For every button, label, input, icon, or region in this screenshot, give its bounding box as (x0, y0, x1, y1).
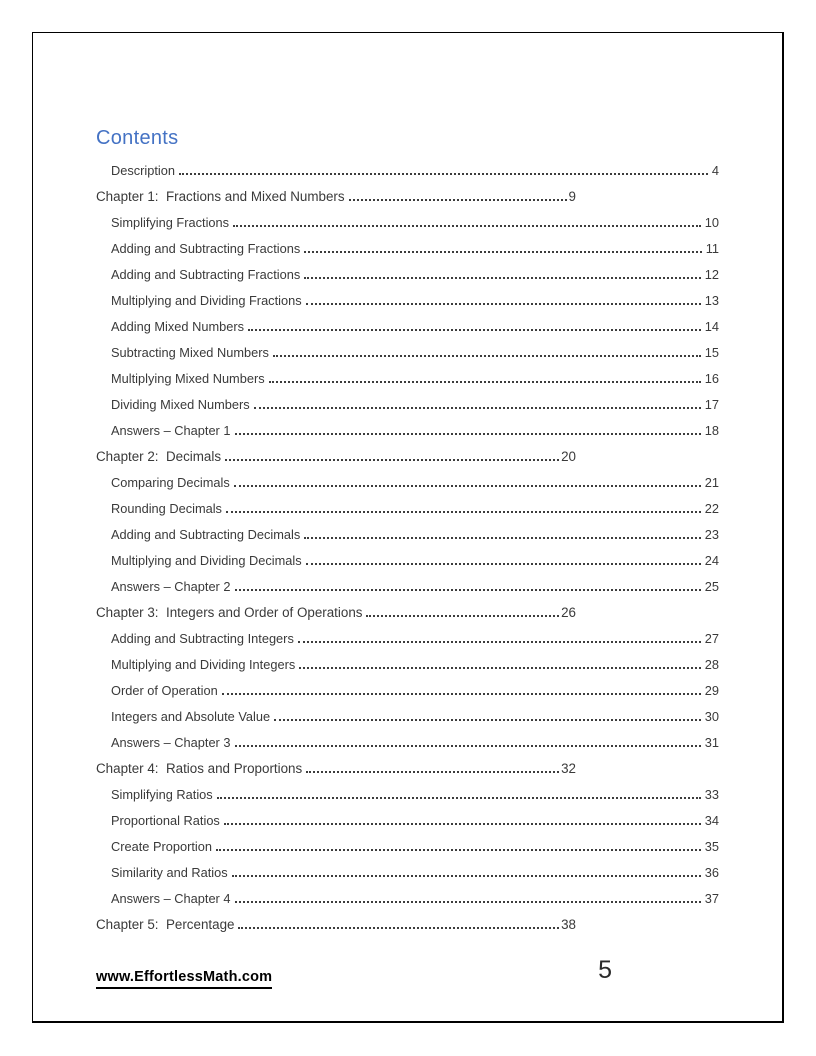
dotted-leader (269, 381, 701, 383)
dotted-leader (226, 511, 701, 513)
dotted-leader (304, 251, 701, 253)
toc-entry-page: 14 (704, 318, 719, 334)
toc-entry-page: 32 (561, 760, 576, 776)
dotted-leader (235, 433, 701, 435)
toc-entry-label: Adding and Subtracting Fractions (111, 266, 301, 282)
dotted-leader (235, 901, 701, 903)
contents-heading: Contents (96, 127, 179, 149)
toc-entry-page: 10 (704, 214, 719, 230)
toc-entry-row[interactable] (111, 339, 719, 365)
toc-entry-page: 28 (704, 656, 719, 672)
toc-entry-page: 9 (568, 188, 576, 204)
dotted-leader (233, 225, 701, 227)
toc-entry-label: Answers – Chapter 4 (111, 890, 231, 906)
toc-entry-row[interactable] (111, 729, 719, 755)
dotted-leader (299, 667, 701, 669)
toc-entry-page: 13 (704, 292, 719, 308)
toc-entry-label: Multiplying and Dividing Integers (111, 656, 296, 672)
toc-entry-row[interactable] (111, 833, 719, 859)
dotted-leader (306, 771, 559, 773)
toc-entry-label: Adding and Subtracting Fractions (111, 240, 301, 256)
toc-entry-row[interactable] (111, 261, 719, 287)
page-footer (96, 953, 716, 993)
toc-chapter-row[interactable] (96, 183, 576, 209)
dotted-leader (254, 407, 701, 409)
toc-entry-page: 23 (704, 526, 719, 542)
toc-entry-page: 20 (561, 448, 576, 464)
toc-entry-label: Chapter 5: Percentage (96, 916, 235, 932)
toc-entry-row[interactable] (111, 287, 719, 313)
toc-entry-row[interactable] (111, 469, 719, 495)
toc-entry-row[interactable] (111, 859, 719, 885)
toc-entry-page: 22 (704, 500, 719, 516)
toc-entry-label: Answers – Chapter 2 (111, 578, 231, 594)
toc-entry-row[interactable] (111, 157, 719, 183)
dotted-leader (217, 797, 701, 799)
toc-chapter-row[interactable] (96, 755, 576, 781)
toc-entry-label: Order of Operation (111, 682, 218, 698)
toc-entry-page: 29 (704, 682, 719, 698)
page-content (96, 125, 719, 937)
dotted-leader (298, 641, 701, 643)
toc-entry-page: 4 (711, 162, 719, 178)
toc-entry-label: Subtracting Mixed Numbers (111, 344, 269, 360)
toc-entry-row[interactable] (111, 651, 719, 677)
toc-entry-row[interactable] (111, 703, 719, 729)
toc-entry-page: 15 (704, 344, 719, 360)
toc-entry-row[interactable] (111, 365, 719, 391)
table-of-contents (96, 157, 719, 937)
toc-entry-row[interactable] (111, 885, 719, 911)
toc-entry-label: Integers and Absolute Value (111, 708, 271, 724)
toc-chapter-row[interactable] (96, 599, 576, 625)
page-border-frame (32, 32, 784, 1023)
toc-entry-page: 27 (704, 630, 719, 646)
dotted-leader (216, 849, 701, 851)
toc-entry-page: 30 (704, 708, 719, 724)
toc-entry-row[interactable] (111, 313, 719, 339)
toc-entry-row[interactable] (111, 781, 719, 807)
toc-entry-label: Simplifying Ratios (111, 786, 213, 802)
toc-entry-label: Chapter 1: Fractions and Mixed Numbers (96, 188, 345, 204)
dotted-leader (349, 199, 567, 201)
dotted-leader (238, 927, 559, 929)
toc-entry-label: Adding and Subtracting Decimals (111, 526, 301, 542)
toc-entry-label: Multiplying and Dividing Decimals (111, 552, 302, 568)
toc-entry-row[interactable] (111, 521, 719, 547)
toc-entry-label: Adding Mixed Numbers (111, 318, 245, 334)
dotted-leader (306, 563, 701, 565)
dotted-leader (306, 303, 701, 305)
toc-entry-page: 11 (705, 240, 719, 256)
toc-entry-label: Multiplying Mixed Numbers (111, 370, 265, 386)
toc-entry-row[interactable] (111, 235, 719, 261)
toc-entry-page: 26 (561, 604, 576, 620)
dotted-leader (304, 537, 701, 539)
dotted-leader (225, 459, 559, 461)
toc-entry-label: Multiplying and Dividing Fractions (111, 292, 302, 308)
toc-entry-page: 36 (704, 864, 719, 880)
dotted-leader (234, 485, 701, 487)
toc-entry-page: 35 (704, 838, 719, 854)
toc-entry-page: 38 (561, 916, 576, 932)
dotted-leader (273, 355, 701, 357)
dotted-leader (274, 719, 701, 721)
dotted-leader (224, 823, 701, 825)
toc-entry-label: Rounding Decimals (111, 500, 222, 516)
toc-entry-row[interactable] (111, 573, 719, 599)
dotted-leader (222, 693, 701, 695)
toc-entry-label: Description (111, 162, 176, 178)
toc-entry-row[interactable] (111, 547, 719, 573)
dotted-leader (232, 875, 701, 877)
dotted-leader (235, 589, 701, 591)
toc-entry-page: 24 (704, 552, 719, 568)
toc-entry-page: 21 (704, 474, 719, 490)
toc-entry-label: Proportional Ratios (111, 812, 220, 828)
toc-entry-label: Chapter 2: Decimals (96, 448, 222, 464)
toc-entry-label: Answers – Chapter 1 (111, 422, 231, 438)
dotted-leader (235, 745, 701, 747)
toc-entry-page: 17 (704, 396, 719, 412)
toc-entry-page: 12 (704, 266, 719, 282)
toc-entry-label: Answers – Chapter 3 (111, 734, 231, 750)
toc-entry-row[interactable] (111, 209, 719, 235)
toc-entry-page: 18 (704, 422, 719, 438)
toc-entry-row[interactable] (111, 417, 719, 443)
toc-entry-page: 31 (704, 734, 719, 750)
toc-entry-row[interactable] (111, 677, 719, 703)
dotted-leader (366, 615, 559, 617)
footer-website-link[interactable]: www.EffortlessMath.com (96, 969, 272, 989)
toc-entry-label: Simplifying Fractions (111, 214, 230, 230)
toc-entry-page: 37 (704, 890, 719, 906)
toc-entry-row[interactable] (111, 495, 719, 521)
toc-entry-page: 25 (704, 578, 719, 594)
dotted-leader (248, 329, 701, 331)
toc-entry-page: 34 (704, 812, 719, 828)
toc-entry-label: Chapter 3: Integers and Order of Operations (96, 604, 363, 620)
toc-entry-row[interactable] (111, 625, 719, 651)
toc-entry-label: Comparing Decimals (111, 474, 230, 490)
toc-entry-label: Similarity and Ratios (111, 864, 228, 880)
toc-entry-page: 33 (704, 786, 719, 802)
toc-entry-row[interactable] (111, 391, 719, 417)
dotted-leader (304, 277, 701, 279)
toc-entry-label: Dividing Mixed Numbers (111, 396, 250, 412)
toc-entry-row[interactable] (111, 807, 719, 833)
toc-entry-label: Chapter 4: Ratios and Proportions (96, 760, 303, 776)
toc-chapter-row[interactable] (96, 443, 576, 469)
footer-page-number: 5 (598, 956, 612, 984)
toc-chapter-row[interactable] (96, 911, 576, 937)
dotted-leader (179, 173, 708, 175)
toc-entry-page: 16 (704, 370, 719, 386)
toc-entry-label: Adding and Subtracting Integers (111, 630, 294, 646)
toc-entry-label: Create Proportion (111, 838, 213, 854)
